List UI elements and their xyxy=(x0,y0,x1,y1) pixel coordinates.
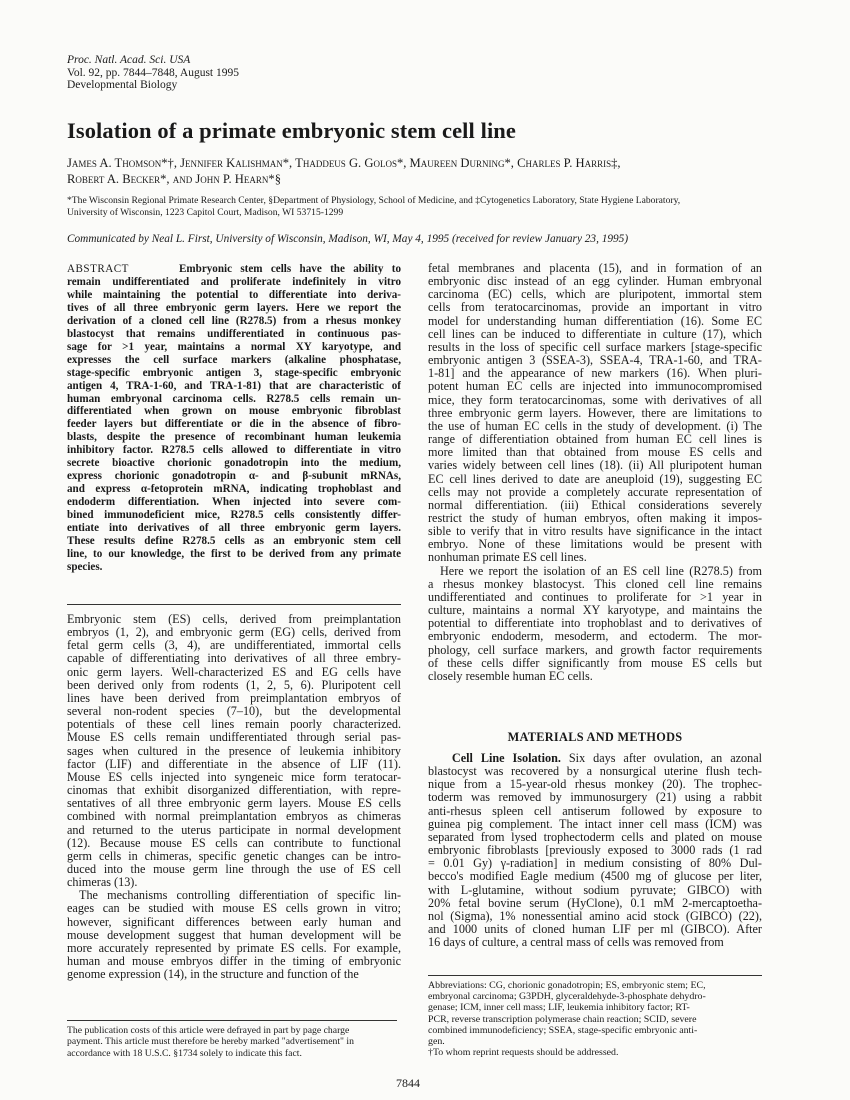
body-line: carcinoma (EC) cells, which are pluripotent, immortal stem xyxy=(428,288,762,302)
body-line: three embryonic germ layers. However, there are limitations to xyxy=(428,406,762,420)
body-line: several non-rodent species (7–10), but the developmental xyxy=(67,705,401,719)
journal-header xyxy=(67,54,239,92)
methods-body xyxy=(428,752,762,949)
body-line: duced into the mouse germ line through the use of ES cell xyxy=(67,862,401,876)
body-line: human and mouse embryos differ in the timing of embryonic xyxy=(67,955,401,969)
body-line: closely resemble human EC cells. xyxy=(428,669,593,683)
footnote-abbreviations xyxy=(428,980,762,1058)
body-line: lines have been derived from preimplantation embryos of xyxy=(67,691,401,705)
methods-line: and 1000 units of cloned human LIF per ml (GIBCO). After xyxy=(428,923,762,937)
footnote-line: embryonal carcinoma; G3PDH, glyceraldehyde-3-phosphate dehydro- xyxy=(428,991,706,1003)
body-line: Here we report the isolation of an ES cell line (R278.5) from xyxy=(440,564,762,578)
methods-line: nol (Sigma), 1% nonessential amino acid stock (GIBCO) (22), xyxy=(428,909,762,923)
abstract-line: while maintaining the potential to differentiate into deriva- xyxy=(67,288,401,301)
body-line: fetal germ cells (3, 4), are undifferentiated, immortal cells xyxy=(67,639,401,653)
methods-heading: MATERIALS AND METHODS xyxy=(507,730,683,744)
body-line: germ cells in chimeras, specific genetic changes can be intro- xyxy=(67,849,401,863)
body-line: The mechanisms controlling differentiation of specific lin- xyxy=(79,889,401,903)
body-line: nonhuman primate ES cell lines. xyxy=(428,551,587,565)
body-line: factor (LIF) and differentiate in the absence of LIF (11). xyxy=(67,757,401,771)
methods-line: nique from a 15-year-old rhesus monkey (20). The trophec- xyxy=(428,778,762,792)
methods-line: 20% fetal bovine serum (HyClone), 0.1 mM 2-mercaptoetha- xyxy=(428,896,762,910)
body-line: 1-81] and the appearance of new markers (16). When pluri- xyxy=(428,367,762,381)
abstract-line: line, to our knowledge, the first to be derived from any primate xyxy=(67,547,401,560)
abstract-line: remain undifferentiated and proliferate indefinitely in vitro xyxy=(67,275,401,288)
abstract-line: entiate into derivatives of all three embryonic germ layers. xyxy=(67,522,401,535)
footnote-line: Abbreviations: CG, chorionic gonadotropin; ES, embryonic stem; EC, xyxy=(428,980,706,991)
methods-line: = 0.01 Gy) γ-radiation] in medium consisting of 80% Dul- xyxy=(428,857,762,871)
body-line: embryonic endoderm, mesoderm, and ectoderm. The mor- xyxy=(428,630,762,644)
body-line: results in the loss of specific cell surface markers [stage-specific xyxy=(428,340,762,354)
author-line: James A. Thomson*†, Jennifer Kalishman*, Thaddeus G. Golos*, Maureen Durning*, Charles P. Harris‡, xyxy=(67,156,621,170)
body-line: however, significant differences between early human and xyxy=(67,915,401,929)
footnote-line: gen. xyxy=(428,1036,445,1048)
abstract-line: antigen 4, TRA-1-60, and TRA-1-81) that are characteristic of xyxy=(67,379,401,392)
body-line: more accurately represented by primate ES cells. For example, xyxy=(67,941,401,955)
body-line: a rhesus monkey blastocyst. This cloned cell line remains xyxy=(428,577,762,591)
body-line: of these cells differ significantly from mouse ES cells but xyxy=(428,656,762,670)
abstract-line: These results define R278.5 cells as an embryonic stem cell xyxy=(67,535,401,548)
body-line: (12). Because mouse ES cells can contribute to functional xyxy=(67,836,401,850)
abstract-line: and express α-fetoprotein mRNA, indicating trophoblast and xyxy=(67,483,401,496)
abstract-line: differentiated when grown on mouse embryonic fibroblast xyxy=(67,405,401,418)
footnote-rule-left xyxy=(67,1020,397,1021)
abstract-first-line xyxy=(67,263,401,276)
abstract-line: secrete bioactive chorionic gonadotropin into the medium, xyxy=(67,457,401,470)
body-line: cells may not provide a completely accurate representation of xyxy=(428,485,762,499)
abstract-line: expresses the cell surface markers (alkaline phosphatase, xyxy=(67,353,401,366)
body-line: chimeras (13). xyxy=(67,876,138,890)
methods-line: toderm was removed by immunosurgery (21) using a rabbit xyxy=(428,791,762,805)
author-list xyxy=(67,155,787,187)
footnote-line: The publication costs of this article were defrayed in part by page charge xyxy=(67,1025,350,1036)
body-line: cells from teratocarcinomas, provide an important in vitro xyxy=(428,301,762,315)
abstract-line: Embryonic stem cells have the ability to xyxy=(179,263,401,275)
body-line: range of differentiation obtained from human EC cell lines is xyxy=(428,433,762,447)
affiliation-line: University of Wisconsin, 1223 Capitol Court, Madison, WI 53715-1299 xyxy=(67,206,344,218)
abstract-line: feeder layers but differentiate or die in the absence of fibro- xyxy=(67,418,401,431)
author-line: Robert A. Becker*, and John P. Hearn*§ xyxy=(67,172,281,186)
methods-line: becco's modified Eagle medium (4500 mg of glucose per liter, xyxy=(428,870,762,884)
body-line: eages can be studied with mouse ES cells grown in vitro; xyxy=(67,902,401,916)
methods-line: separated from lysed trophectoderm cells and plated on mouse xyxy=(428,830,762,844)
body-line: restrict the study of human embryos, often making it impos- xyxy=(428,511,762,525)
body-line: cinomas that exhibit disorganized differentiation, with repre- xyxy=(67,784,401,798)
affiliation-line: *The Wisconsin Regional Primate Research Center, §Department of Physiology, School of Medicine, and ‡Cytogenetics Laboratory, State Hygiene Laboratory, xyxy=(67,195,681,206)
body-line: undifferentiated and continues to proliferate for >1 year in xyxy=(428,590,762,604)
abstract-heading: ABSTRACT xyxy=(67,263,129,275)
body-line: mouse development suggest that human development will be xyxy=(67,928,401,942)
body-line: genome expression (14), in the structure and function of the xyxy=(67,968,359,982)
page-number: 7844 xyxy=(396,1076,420,1090)
abstract-line: human embryonal carcinoma cells. R278.5 cells remain un- xyxy=(67,392,401,405)
paper-title: Isolation of a primate embryonic stem cell line xyxy=(67,118,516,143)
body-line: normal differentiation. (iii) Ethical considerations severely xyxy=(428,498,762,512)
abstract-divider xyxy=(67,604,401,605)
abstract-line: endoderm differentiation. When injected into severe com- xyxy=(67,496,401,509)
body-line: embryos (1, 2), and embryonic germ (EG) cells, derived from xyxy=(67,626,401,640)
footnote-line: combined immunodeficiency; SSEA, stage-specific embryonic anti- xyxy=(428,1024,698,1036)
methods-line: with L-glutamine, without sodium pyruvate; GIBCO) with xyxy=(428,883,762,897)
footnote-line: genase; ICM, inner cell mass; LIF, leukemia inhibitory factor; RT- xyxy=(428,1002,690,1014)
communicated-by: Communicated by Neal L. First, University of Wisconsin, Madison, WI, May 4, 1995 (received for review January 23, 1995) xyxy=(67,233,629,245)
methods-line: 16 days of culture, a central mass of cells was removed from xyxy=(428,936,724,950)
body-line: mice, they form teratocarcinomas, some with derivatives of all xyxy=(428,393,762,407)
abstract-line: sage for >1 year, maintains a normal XY karyotype, and xyxy=(67,340,401,353)
methods-run-in: Cell Line Isolation. xyxy=(451,752,561,765)
abstract-line: blasts, despite the presence of recombinant human leukemia xyxy=(67,431,401,444)
body-line: sible to verify that in vitro results have significance in the intact xyxy=(428,525,762,539)
body-line: embryonic disc instead of an egg cylinder. Human embryonal xyxy=(428,275,762,289)
footnote-line: payment. This article must therefore be hereby marked "advertisement" in xyxy=(67,1036,354,1048)
methods-line: embryonic fibroblasts [previously exposed to 3000 rads (1 rad xyxy=(428,844,762,858)
methods-lines xyxy=(428,765,762,949)
journal-section: Developmental Biology xyxy=(67,79,178,91)
journal-name: Proc. Natl. Acad. Sci. USA xyxy=(67,54,191,66)
methods-line: guinea pig complement. The intact inner cell mass (ICM) was xyxy=(428,817,762,831)
body-line: Mouse ES cells remain undifferentiated through serial pas- xyxy=(67,731,401,745)
methods-first-line xyxy=(428,752,762,765)
footnote-rule-right xyxy=(428,975,762,976)
methods-line: blastocyst was recovered by a nonsurgical uterine flush tech- xyxy=(428,765,762,779)
body-line: EC cell lines derived to date are aneuploid (19), suggesting EC xyxy=(428,472,762,486)
methods-line: Six days after ovulation, an azonal xyxy=(568,752,762,765)
body-column-right xyxy=(428,262,762,683)
body-line: and returned to the uterus participate in normal development xyxy=(67,823,401,837)
body-line: sages when cultured in the presence of leukemia inhibitory xyxy=(67,744,401,758)
body-line: sentatives of all three embryonic germ layers. Mouse ES cells xyxy=(67,797,401,811)
footnote-line: †To whom reprint requests should be addressed. xyxy=(428,1047,619,1059)
abstract-line: express chorionic gonadotropin α- and β-subunit mRNAs, xyxy=(67,470,401,483)
body-line: phology, cell surface markers, and growth factor requirements xyxy=(428,643,762,657)
abstract xyxy=(67,263,401,574)
body-line: capable of differentiating into derivatives of all three embry- xyxy=(67,652,401,666)
body-line: model for understanding human differentiation (16). Some EC xyxy=(428,314,762,328)
body-line: embryo. None of these limitations would be present with xyxy=(428,538,762,552)
journal-volume: Vol. 92, pp. 7844–7848, August 1995 xyxy=(67,66,239,79)
body-line: embryonic antigen 3 (SSEA-3), SSEA-4, TRA-1-60, and TRA- xyxy=(428,354,762,368)
abstract-line: bined immunodeficient mice, R278.5 cells consistently differ- xyxy=(67,509,401,522)
abstract-body xyxy=(67,276,401,574)
affiliations xyxy=(67,195,782,218)
body-line: more limited than that obtained from mouse ES cells and xyxy=(428,446,762,460)
body-line: Embryonic stem (ES) cells, derived from preimplantation xyxy=(67,613,401,626)
abstract-line: tives of all three embryonic germ layers. Here we report the xyxy=(67,301,401,314)
methods-line: anti-rhesus spleen cell antiserum followed by exposure to xyxy=(428,804,762,818)
abstract-line: derivation of a cloned cell line (R278.5) from a rhesus monkey xyxy=(67,314,401,327)
body-line: varies widely between cell lines (18). (ii) All pluripotent human xyxy=(428,459,762,473)
body-column-left xyxy=(67,613,401,981)
body-line: potential to differentiate into trophoblast and to derivatives of xyxy=(428,617,762,631)
body-line: cell lines can be induced to differentiate in culture (17), which xyxy=(428,327,762,341)
body-line: onic germ layers. Well-characterized ES and EG cells have xyxy=(67,665,401,679)
abstract-line: stage-specific embryonic antigen 3, stage-specific embryonic xyxy=(67,366,401,379)
body-line: been derived only from rodents (1, 2, 5, 6). Pluripotent cell xyxy=(67,678,401,692)
body-line: combined with normal preimplantation embryos as chimeras xyxy=(67,810,401,824)
abstract-line: inhibitory factor. R278.5 cells allowed to differentiate in vitro xyxy=(67,444,401,457)
body-line: the use of human EC cells in the study of development. (i) The xyxy=(428,419,762,433)
body-line: potentials of these cell lines remain poorly characterized. xyxy=(67,718,401,732)
abstract-line: species. xyxy=(67,560,103,573)
body-line: Mouse ES cells injected into syngeneic mice form teratocar- xyxy=(67,770,401,784)
footnote-publication-costs xyxy=(67,1025,397,1059)
footnote-line: accordance with 18 U.S.C. §1734 solely to indicate this fact. xyxy=(67,1047,302,1059)
body-line: culture, maintains a normal XY karyotype, and maintains the xyxy=(428,604,762,618)
abstract-line: blastocyst that remains undifferentiated in continuous pas- xyxy=(67,327,401,340)
body-line: fetal membranes and placenta (15), and in formation of an xyxy=(428,262,762,275)
body-line: potent human EC cells are injected into immunocompromised xyxy=(428,380,762,394)
footnote-line: PCR, reverse transcription polymerase chain reaction; SCID, severe xyxy=(428,1013,697,1025)
